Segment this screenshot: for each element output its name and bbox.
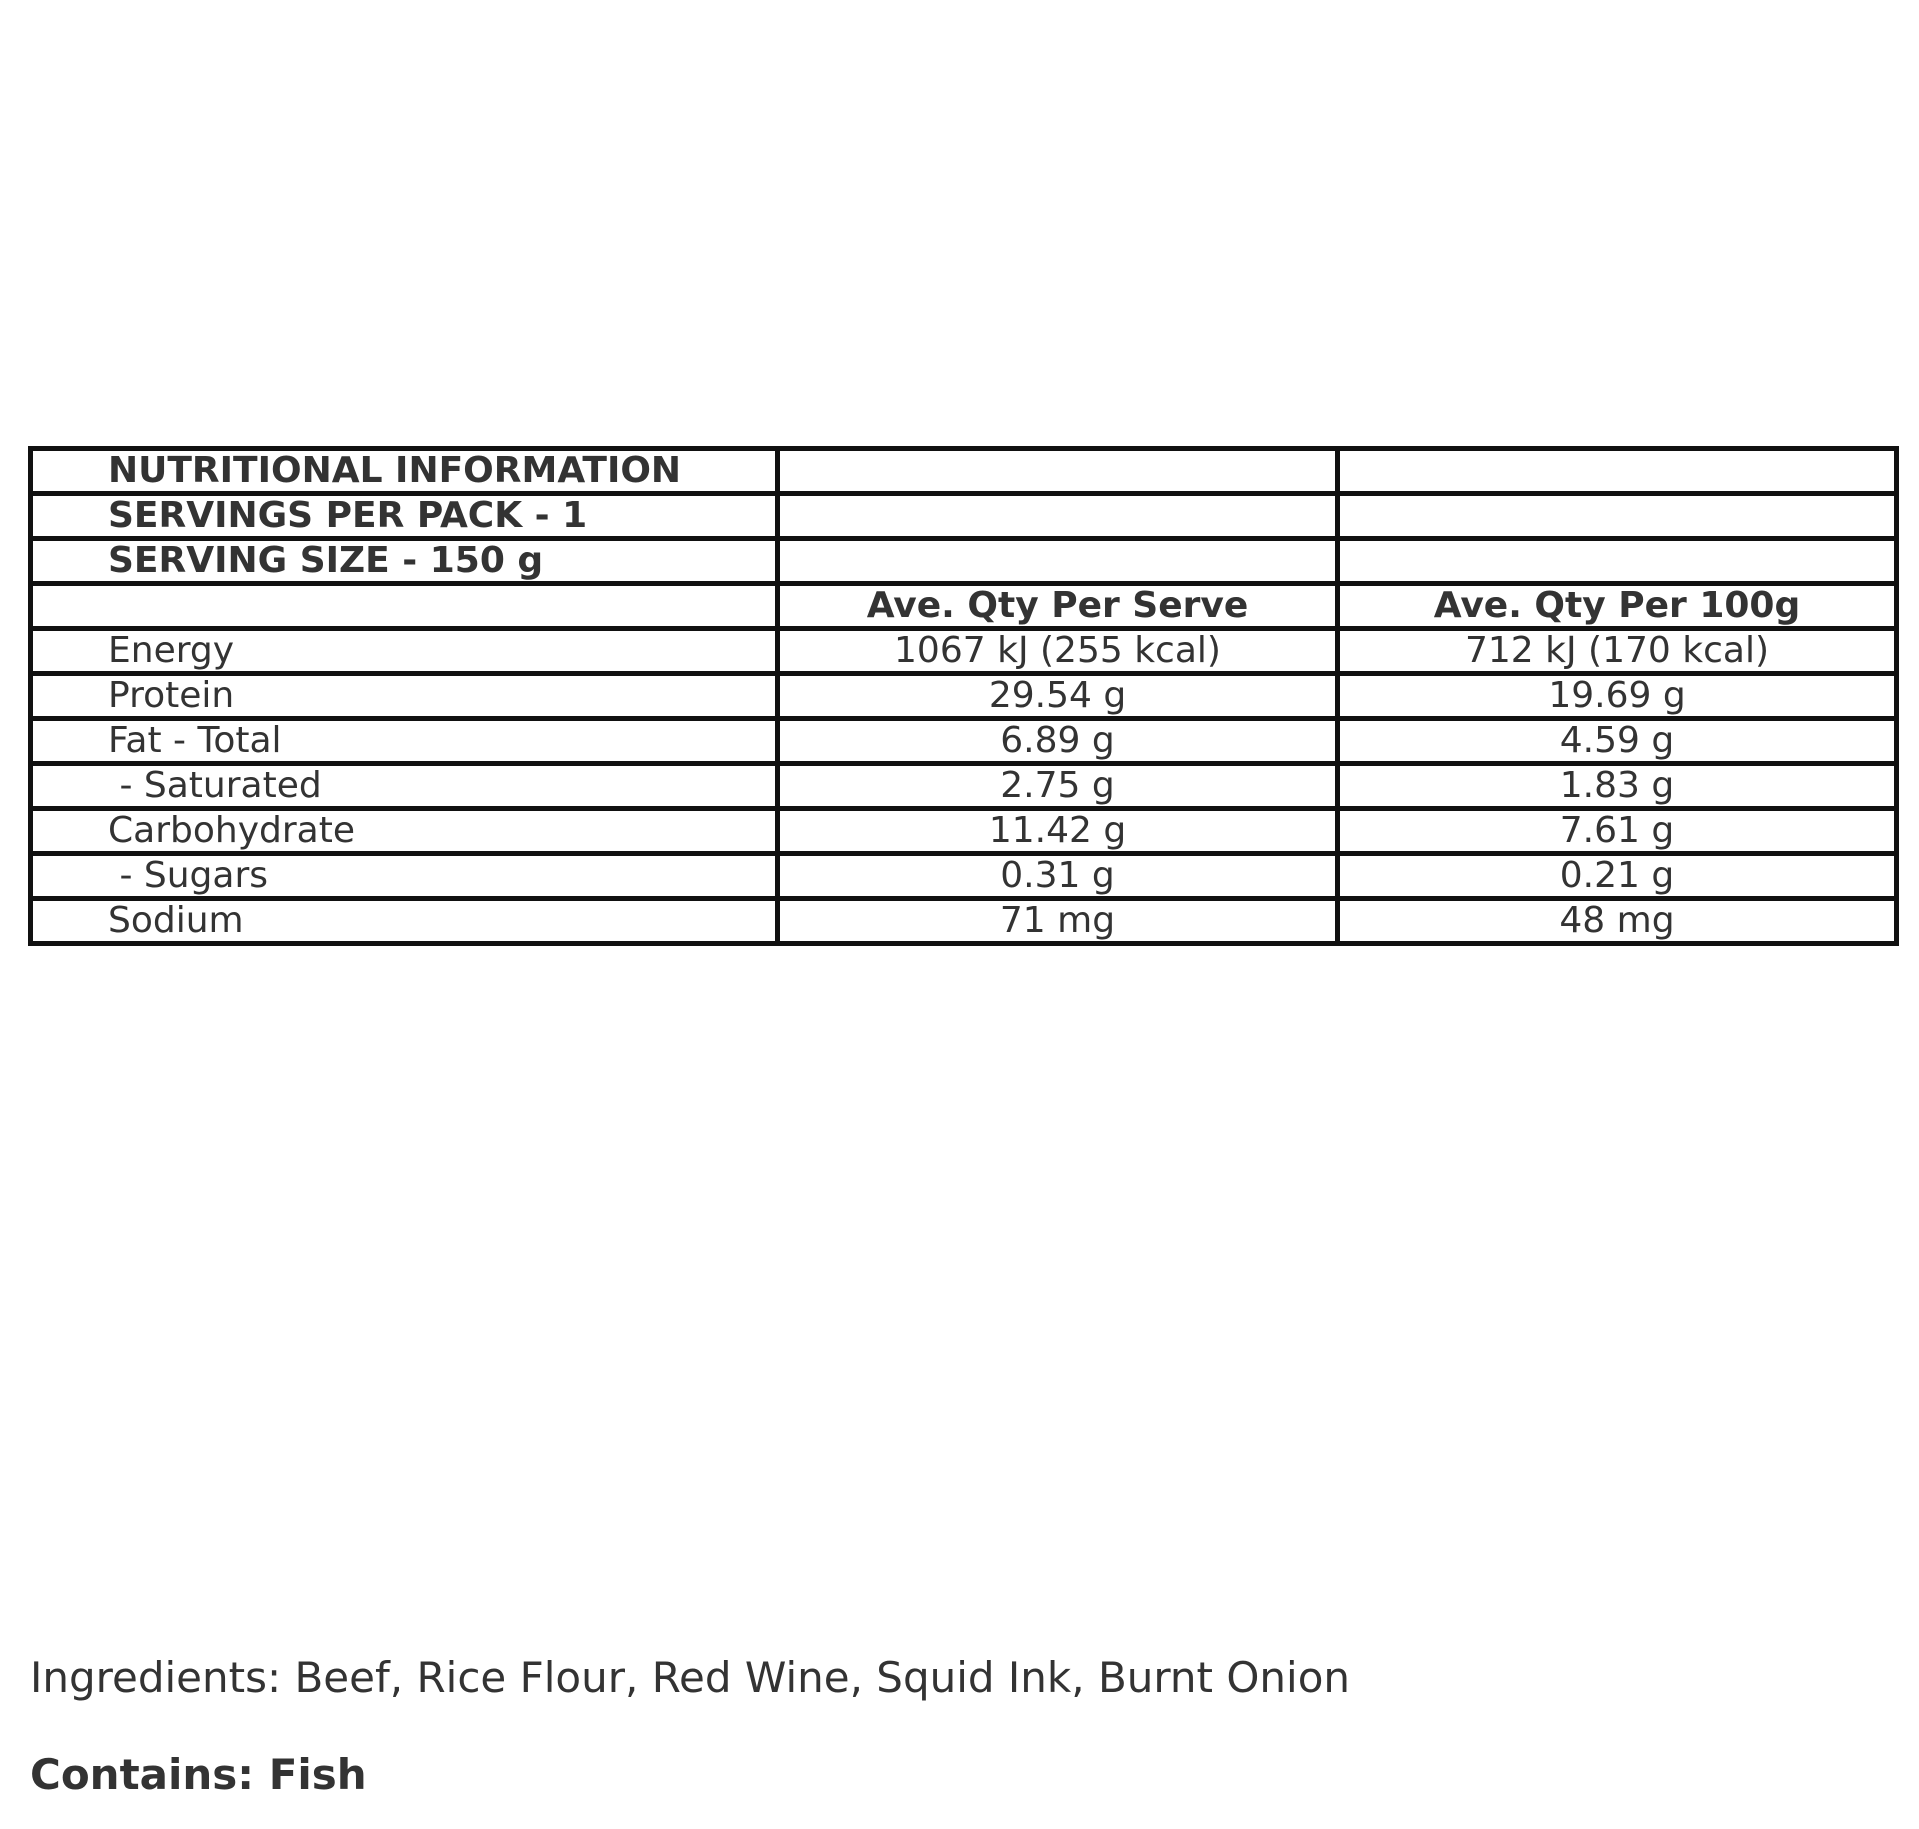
nutrient-label: - Saturated: [31, 764, 778, 809]
nutrient-label: - Sugars: [31, 854, 778, 899]
nutrient-label: Sodium: [31, 899, 778, 944]
table-row-carbohydrate: [31, 809, 1897, 854]
per-100g-value: 1.83 g: [1338, 764, 1897, 809]
table-row-fat-total: [31, 719, 1897, 764]
empty-cell: [1338, 539, 1897, 584]
per-serve-value: 1067 kJ (255 kcal): [778, 629, 1338, 674]
servings-per-pack-label: SERVINGS PER PACK - 1: [31, 494, 778, 539]
allergen-contains-text: Contains: Fish: [30, 1750, 367, 1799]
nutritional-information-title: NUTRITIONAL INFORMATION: [31, 449, 778, 494]
table-row-title: [31, 449, 1897, 494]
per-serve-value: 2.75 g: [778, 764, 1338, 809]
per-100g-value: 4.59 g: [1338, 719, 1897, 764]
table-row-sugars: [31, 854, 1897, 899]
per-100g-value: 48 mg: [1338, 899, 1897, 944]
empty-cell: [1338, 494, 1897, 539]
table-row-serving-size: [31, 539, 1897, 584]
serving-size-label: SERVING SIZE - 150 g: [31, 539, 778, 584]
per-100g-value: 0.21 g: [1338, 854, 1897, 899]
nutrient-label: Carbohydrate: [31, 809, 778, 854]
table-row-protein: [31, 674, 1897, 719]
table-column-headers: [31, 584, 1897, 629]
per-serve-value: 6.89 g: [778, 719, 1338, 764]
nutrition-table: [28, 446, 1899, 946]
column-header-per-100g: Ave. Qty Per 100g: [1338, 584, 1897, 629]
table-row-energy: [31, 629, 1897, 674]
nutrient-label: Energy: [31, 629, 778, 674]
table-row-saturated: [31, 764, 1897, 809]
per-100g-value: 7.61 g: [1338, 809, 1897, 854]
empty-cell: [778, 494, 1338, 539]
table-row-sodium: [31, 899, 1897, 944]
table-row-servings-per-pack: [31, 494, 1897, 539]
empty-cell: [1338, 449, 1897, 494]
empty-cell: [778, 539, 1338, 584]
per-serve-value: 11.42 g: [778, 809, 1338, 854]
column-header-nutrient: [31, 584, 778, 629]
nutrient-label: Fat - Total: [31, 719, 778, 764]
per-serve-value: 71 mg: [778, 899, 1338, 944]
per-100g-value: 19.69 g: [1338, 674, 1897, 719]
per-serve-value: 0.31 g: [778, 854, 1338, 899]
per-serve-value: 29.54 g: [778, 674, 1338, 719]
per-100g-value: 712 kJ (170 kcal): [1338, 629, 1897, 674]
column-header-per-serve: Ave. Qty Per Serve: [778, 584, 1338, 629]
nutrient-label: Protein: [31, 674, 778, 719]
ingredients-text: Ingredients: Beef, Rice Flour, Red Wine, Squid Ink, Burnt Onion: [30, 1653, 1351, 1702]
empty-cell: [778, 449, 1338, 494]
